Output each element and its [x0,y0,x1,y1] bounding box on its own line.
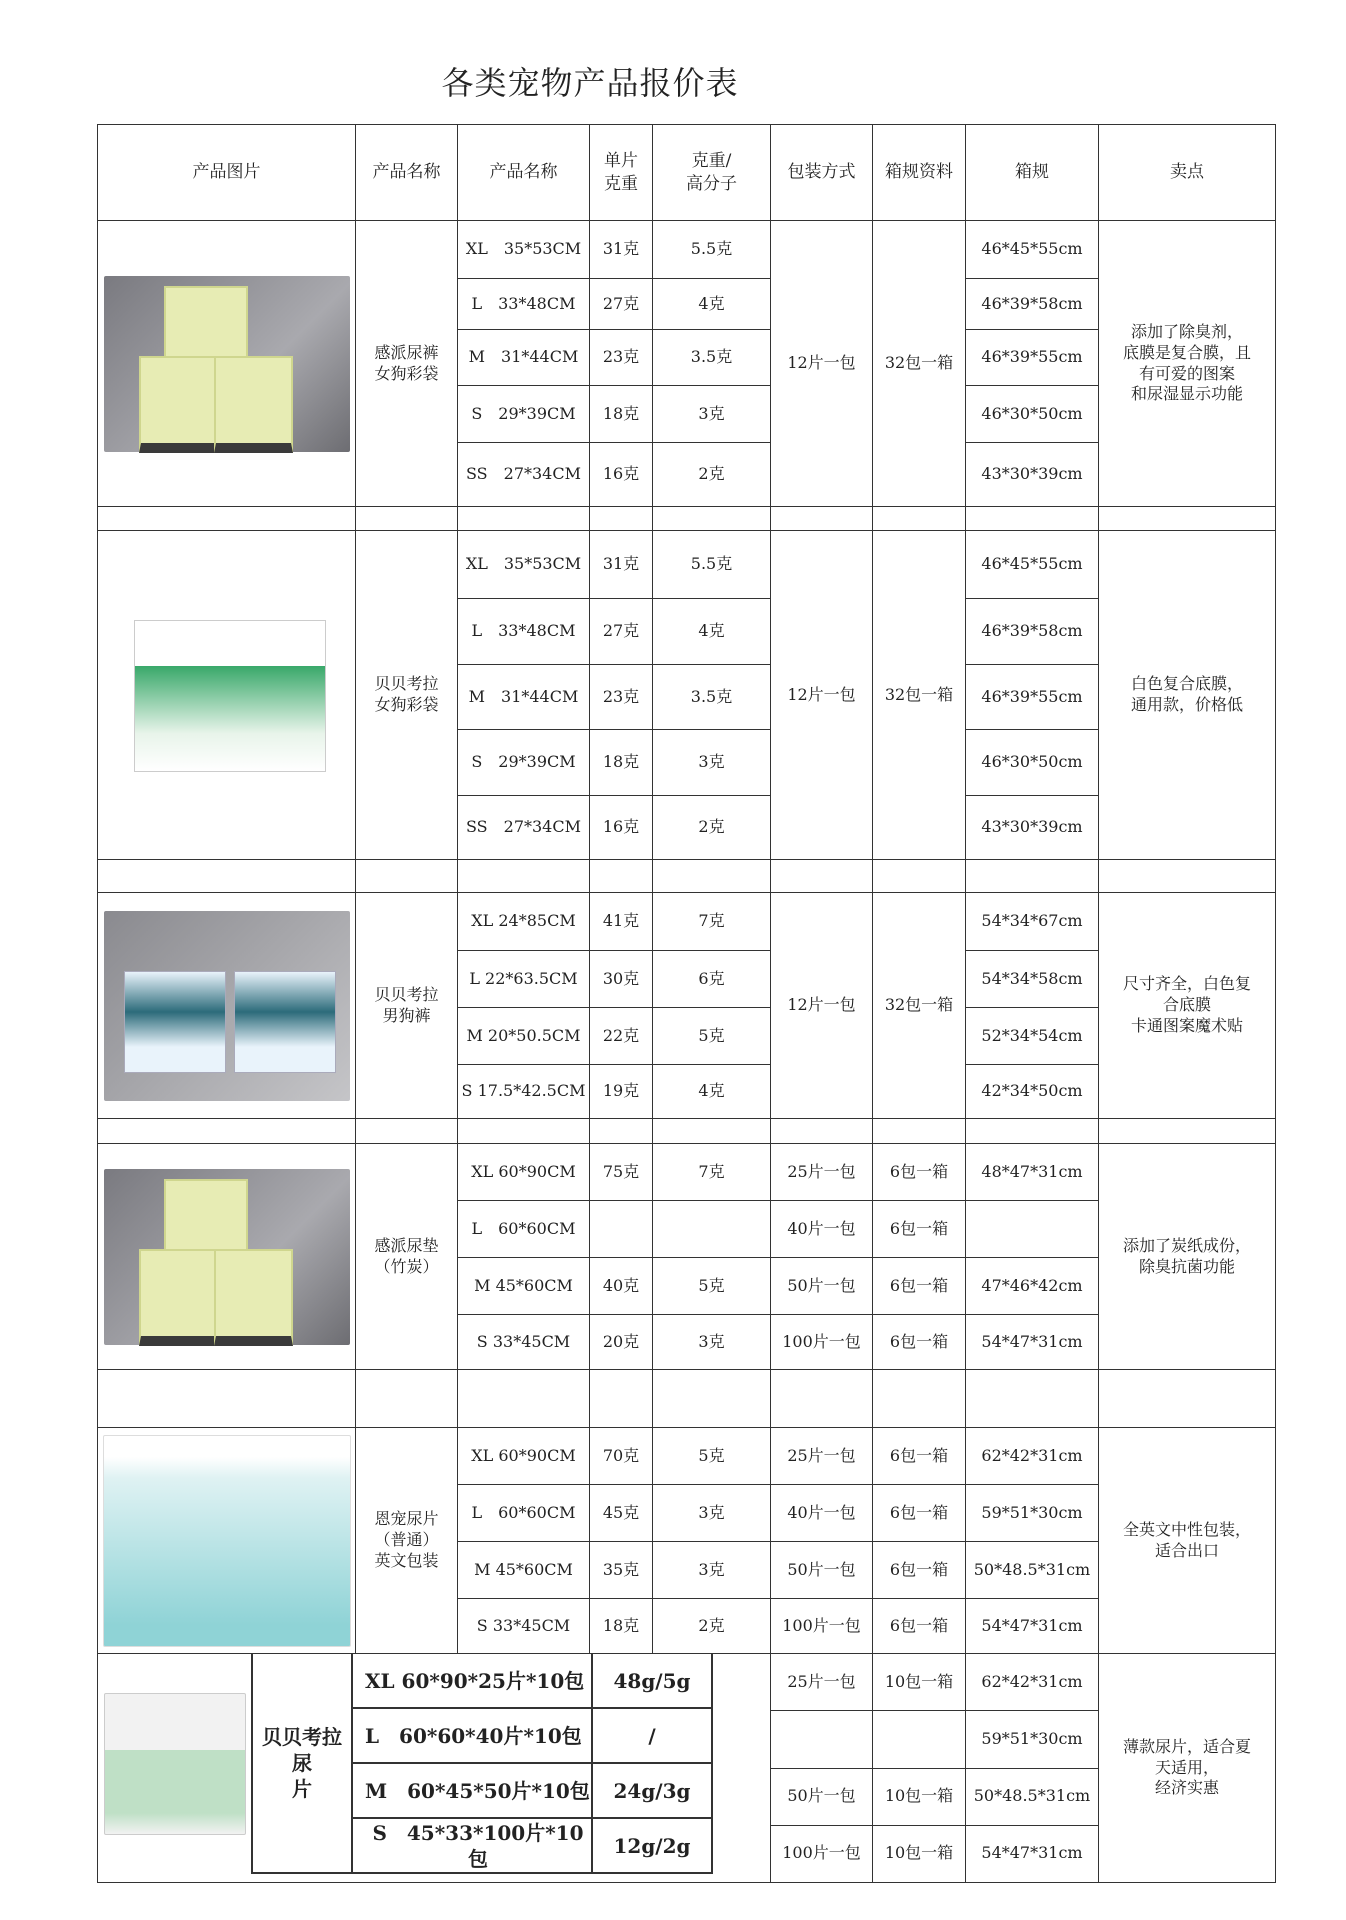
header-cell: 产品名称 [458,125,590,221]
empty-cell [1099,507,1276,531]
piece-weight: 18克 [590,386,653,443]
product-name: 贝贝考拉尿 片 [253,1654,353,1874]
empty-cell [966,860,1099,893]
empty-cell [356,1119,458,1144]
carton-size: 47*46*42cm [966,1258,1099,1315]
packing-method: 25片一包 [771,1654,873,1711]
table-row [98,531,1276,599]
polymer-weight: 4克 [653,599,771,665]
polymer-weight: 4克 [653,1065,771,1119]
empty-cell [873,1119,966,1144]
piece-weight: 31克 [590,221,653,279]
carton-size: 46*39*58cm [966,599,1099,665]
carton-info: 6包一箱 [873,1315,966,1370]
carton-size: 59*51*30cm [966,1485,1099,1542]
carton-info: 10包一箱 [873,1825,966,1882]
carton-size: 46*39*58cm [966,279,1099,330]
table-row [98,1428,1276,1485]
carton-size: 48*47*31cm [966,1144,1099,1201]
size-spec: M 45*60CM [458,1258,590,1315]
size-spec: XL 24*85CM [458,893,590,951]
empty-cell [458,1370,590,1428]
polymer-weight: 3克 [653,386,771,443]
piece-weight: 31克 [590,531,653,599]
carton-size: 50*48.5*31cm [966,1542,1099,1599]
product-image-cell [98,221,356,507]
polymer-weight: 2克 [653,1599,771,1654]
size-spec: M 45*60CM [458,1542,590,1599]
carton-size: 46*30*50cm [966,386,1099,443]
piece-weight: 16克 [590,443,653,507]
packing-method: 25片一包 [771,1428,873,1485]
piece-weight [590,1201,653,1258]
polymer-weight: 3.5克 [653,330,771,386]
size-spec: S 29*39CM [458,386,590,443]
piece-weight: 30克 [590,951,653,1008]
carton-size: 54*47*31cm [966,1599,1099,1654]
size-spec: XL 35*53CM [458,531,590,599]
empty-cell [98,507,356,531]
product-image [104,580,350,810]
piece-weight: 70克 [590,1428,653,1485]
selling-point: 全英文中性包装， 适合出口 [1099,1428,1276,1654]
carton-size: 62*42*31cm [966,1654,1099,1711]
selling-point: 白色复合底膜， 通用款，价格低 [1099,531,1276,860]
sub-table-cell [98,1654,771,1883]
size-spec: L 60*60CM [458,1485,590,1542]
packing-method: 40片一包 [771,1485,873,1542]
empty-cell [873,507,966,531]
size-spec: M 20*50.5CM [458,1008,590,1065]
size-spec: XL 60*90*25片*10包 [353,1654,593,1709]
empty-cell [356,860,458,893]
header-cell: 箱规 [966,125,1099,221]
empty-cell [98,860,356,893]
size-spec: XL 60*90CM [458,1144,590,1201]
size-spec: S 33*45CM [458,1315,590,1370]
empty-cell [458,507,590,531]
empty-cell [356,507,458,531]
weight-spec: 24g/3g [593,1764,713,1819]
size-spec: SS 27*34CM [458,443,590,507]
header-cell: 包装方式 [771,125,873,221]
polymer-weight: 5.5克 [653,531,771,599]
selling-point: 添加了除臭剂， 底膜是复合膜，且 有可爱的图案 和尿湿显示功能 [1099,221,1276,507]
packing-method: 100片一包 [771,1825,873,1882]
piece-weight: 35克 [590,1542,653,1599]
carton-info: 32包一箱 [873,893,966,1119]
product-image [103,1435,351,1647]
packing-method: 12片一包 [771,893,873,1119]
polymer-weight: 3克 [653,1542,771,1599]
polymer-weight: 2克 [653,443,771,507]
empty-cell [771,1370,873,1428]
carton-info: 6包一箱 [873,1599,966,1654]
piece-weight: 23克 [590,665,653,730]
carton-info: 32包一箱 [873,221,966,507]
empty-cell [653,507,771,531]
piece-weight: 22克 [590,1008,653,1065]
carton-size: 46*39*55cm [966,665,1099,730]
size-spec: S 33*45CM [458,1599,590,1654]
table-row [98,221,1276,279]
piece-weight: 40克 [590,1258,653,1315]
header-cell: 产品名称 [356,125,458,221]
size-spec: XL 35*53CM [458,221,590,279]
empty-cell [590,1370,653,1428]
empty-cell [771,1119,873,1144]
table-row [98,125,1276,221]
product-image-cell [98,1654,253,1874]
packing-method: 12片一包 [771,531,873,860]
packing-method: 50片一包 [771,1258,873,1315]
size-spec: S 29*39CM [458,730,590,796]
header-cell: 箱规资料 [873,125,966,221]
size-spec: S 17.5*42.5CM [458,1065,590,1119]
carton-size: 50*48.5*31cm [966,1768,1099,1825]
size-spec: L 33*48CM [458,279,590,330]
empty-cell [873,860,966,893]
empty-cell [966,1370,1099,1428]
piece-weight: 41克 [590,893,653,951]
carton-info: 6包一箱 [873,1144,966,1201]
carton-size: 54*34*67cm [966,893,1099,951]
polymer-weight: 2克 [653,796,771,860]
polymer-weight: 3克 [653,1485,771,1542]
product-image-cell [98,1428,356,1654]
polymer-weight: 3克 [653,1315,771,1370]
packing-method: 50片一包 [771,1542,873,1599]
product-image [104,911,350,1101]
carton-info: 6包一箱 [873,1258,966,1315]
size-spec: S 45*33*100片*10包 [353,1819,593,1874]
size-spec: L 22*63.5CM [458,951,590,1008]
carton-info: 10包一箱 [873,1654,966,1711]
carton-size: 46*45*55cm [966,531,1099,599]
packing-method: 50片一包 [771,1768,873,1825]
product-image [104,276,350,452]
weight-spec: 12g/2g [593,1819,713,1874]
carton-size: 62*42*31cm [966,1428,1099,1485]
polymer-weight: 5.5克 [653,221,771,279]
empty-cell [1099,1370,1276,1428]
carton-info: 6包一箱 [873,1542,966,1599]
product-image-cell [98,531,356,860]
polymer-weight: 3.5克 [653,665,771,730]
piece-weight: 27克 [590,599,653,665]
piece-weight: 18克 [590,730,653,796]
empty-cell [590,860,653,893]
piece-weight: 27克 [590,279,653,330]
empty-cell [873,1370,966,1428]
piece-weight: 19克 [590,1065,653,1119]
header-cell: 产品图片 [98,125,356,221]
polymer-weight: 5克 [653,1258,771,1315]
polymer-weight: 3克 [653,730,771,796]
weight-spec: 48g/5g [593,1654,713,1709]
piece-weight: 75克 [590,1144,653,1201]
empty-cell [771,507,873,531]
product-name: 感派尿裤 女狗彩袋 [356,221,458,507]
selling-point: 添加了炭纸成份， 除臭抗菌功能 [1099,1144,1276,1370]
carton-size: 54*34*58cm [966,951,1099,1008]
carton-info: 32包一箱 [873,531,966,860]
empty-cell [98,1119,356,1144]
empty-cell [590,1119,653,1144]
carton-size: 43*30*39cm [966,796,1099,860]
spacer-row [98,507,1276,531]
size-spec: L 60*60*40片*10包 [353,1709,593,1764]
table-row [98,1654,1276,1711]
polymer-weight: 6克 [653,951,771,1008]
empty-cell [458,1119,590,1144]
carton-size: 54*47*31cm [966,1315,1099,1370]
empty-cell [653,1119,771,1144]
packing-method: 100片一包 [771,1315,873,1370]
carton-info: 6包一箱 [873,1485,966,1542]
table-row [98,1144,1276,1201]
piece-weight: 20克 [590,1315,653,1370]
polymer-weight: 5克 [653,1428,771,1485]
empty-cell [98,1370,356,1428]
price-table [97,124,1276,1883]
size-spec: L 33*48CM [458,599,590,665]
packing-method [771,1711,873,1768]
spacer-row [98,1370,1276,1428]
product-image-cell [98,1144,356,1370]
packing-method: 12片一包 [771,221,873,507]
page-title: 各类宠物产品报价表 [441,64,739,102]
empty-cell [966,1119,1099,1144]
packing-method: 25片一包 [771,1144,873,1201]
piece-weight: 16克 [590,796,653,860]
piece-weight: 23克 [590,330,653,386]
carton-info: 6包一箱 [873,1201,966,1258]
polymer-weight [653,1201,771,1258]
carton-size: 59*51*30cm [966,1711,1099,1768]
size-spec: M 31*44CM [458,665,590,730]
selling-point: 尺寸齐全，白色复 合底膜 卡通图案魔术贴 [1099,893,1276,1119]
empty-cell [653,1370,771,1428]
product-name: 贝贝考拉 男狗裤 [356,893,458,1119]
size-spec: M 60*45*50片*10包 [353,1764,593,1819]
carton-size [966,1201,1099,1258]
carton-info [873,1711,966,1768]
product-name: 恩宠尿片 （普通） 英文包装 [356,1428,458,1654]
spacer-row [98,1119,1276,1144]
carton-size: 46*39*55cm [966,330,1099,386]
empty-cell [966,507,1099,531]
product-image [104,1693,246,1835]
size-spec: M 31*44CM [458,330,590,386]
packing-method: 100片一包 [771,1599,873,1654]
header-cell: 卖点 [1099,125,1276,221]
polymer-weight: 7克 [653,1144,771,1201]
spacer-row [98,860,1276,893]
carton-size: 42*34*50cm [966,1065,1099,1119]
size-spec: SS 27*34CM [458,796,590,860]
piece-weight: 45克 [590,1485,653,1542]
empty-cell [458,860,590,893]
product-name: 贝贝考拉 女狗彩袋 [356,531,458,860]
empty-cell [1099,860,1276,893]
empty-cell [590,507,653,531]
carton-info: 10包一箱 [873,1768,966,1825]
empty-cell [356,1370,458,1428]
header-cell: 单片 克重 [590,125,653,221]
selling-point: 薄款尿片，适合夏 天适用， 经济实惠 [1099,1654,1276,1883]
sub-table [98,1654,770,1882]
product-name: 感派尿垫 （竹炭） [356,1144,458,1370]
empty-cell [1099,1119,1276,1144]
carton-size: 46*30*50cm [966,730,1099,796]
weight-spec: / [593,1709,713,1764]
empty-cell [771,860,873,893]
packing-method: 40片一包 [771,1201,873,1258]
carton-size: 46*45*55cm [966,221,1099,279]
polymer-weight: 7克 [653,893,771,951]
carton-size: 54*47*31cm [966,1825,1099,1882]
polymer-weight: 4克 [653,279,771,330]
table-row [98,893,1276,951]
carton-size: 43*30*39cm [966,443,1099,507]
empty-cell [653,860,771,893]
size-spec: L 60*60CM [458,1201,590,1258]
header-cell: 克重/ 高分子 [653,125,771,221]
carton-size: 52*34*54cm [966,1008,1099,1065]
polymer-weight: 5克 [653,1008,771,1065]
carton-info: 6包一箱 [873,1428,966,1485]
product-image [104,1169,350,1345]
product-image-cell [98,893,356,1119]
size-spec: XL 60*90CM [458,1428,590,1485]
piece-weight: 18克 [590,1599,653,1654]
